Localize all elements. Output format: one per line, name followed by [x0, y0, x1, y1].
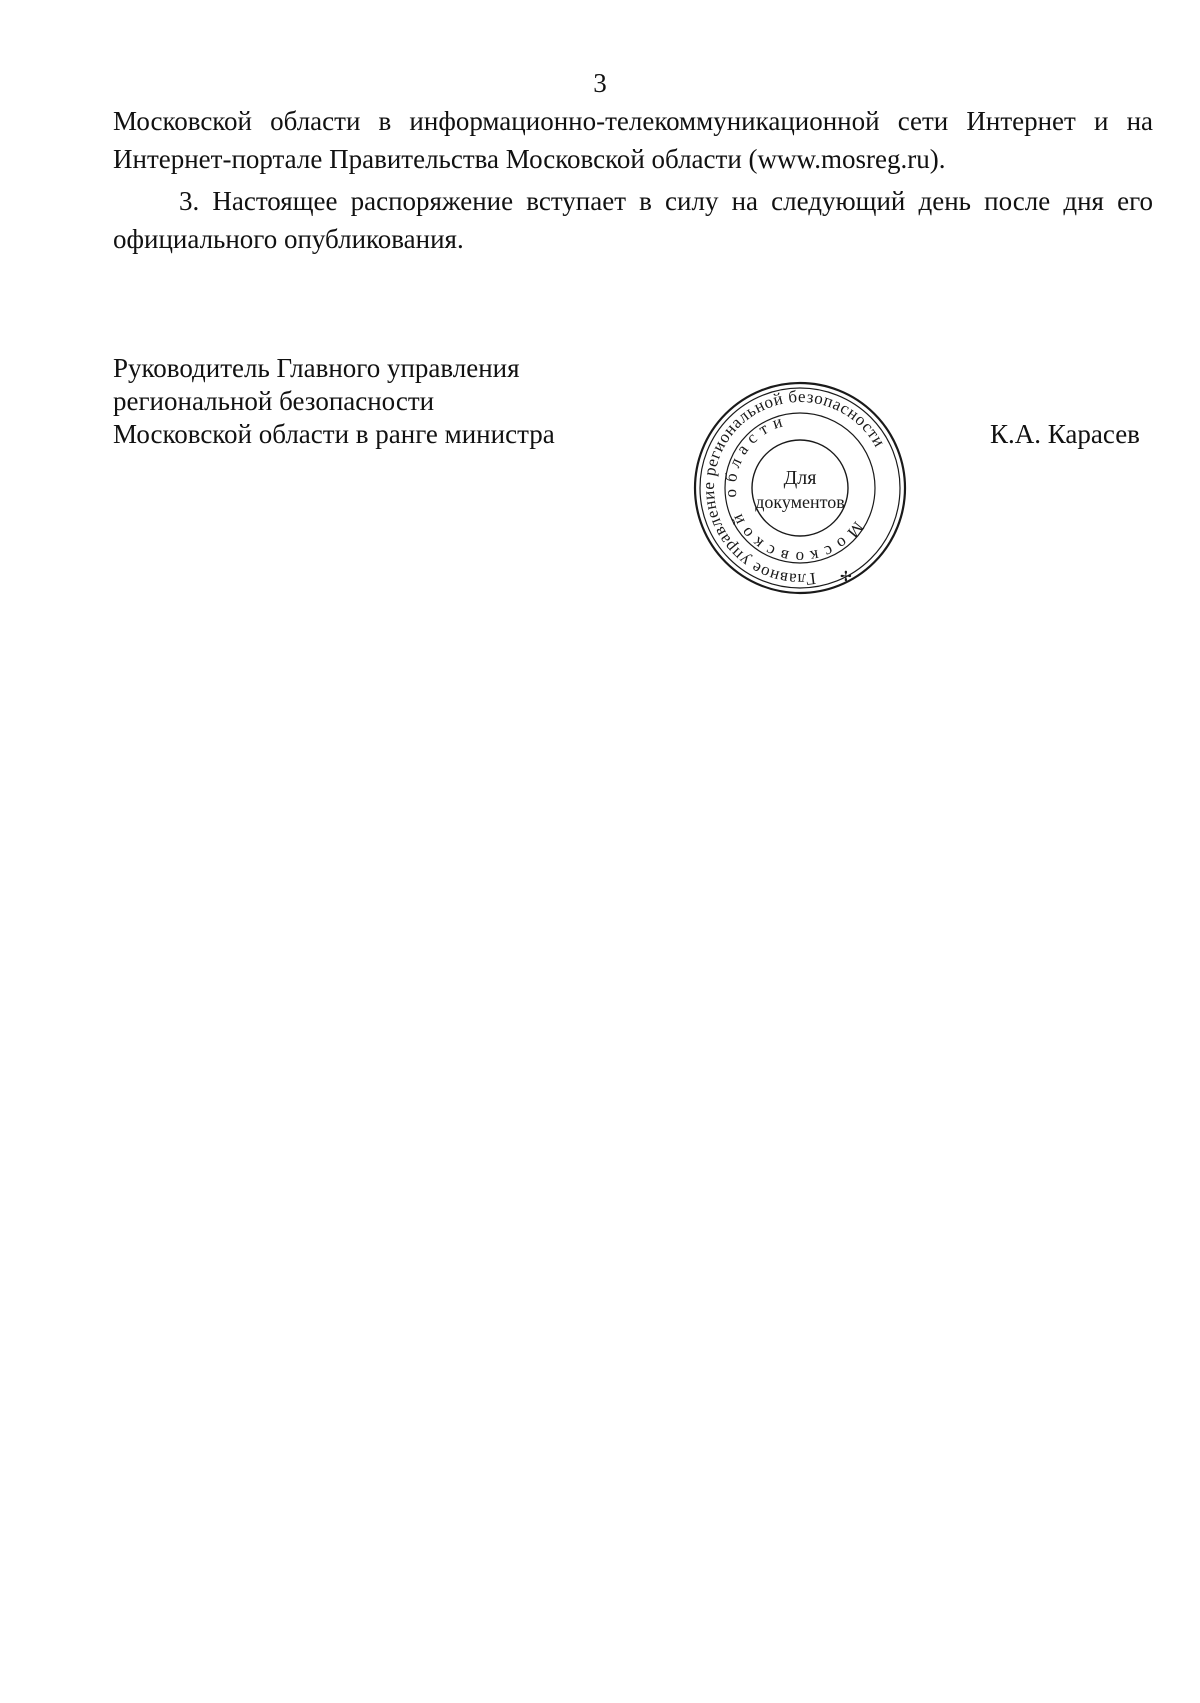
signatory-position-line: Московской области в ранге министра: [113, 419, 555, 449]
signatory-position: [113, 352, 653, 451]
seal-center-text-line-1: Для: [783, 467, 817, 489]
paragraph-3-effective-date: 3. Настоящее распоряжение вступает в силу на следующий день после дня его официального опубликования.: [113, 186, 1153, 254]
seal-outer-ring-text: Главное управление региональной безопасности: [698, 386, 890, 590]
seal-center-text-line-2: документов: [755, 492, 845, 512]
signatory-name: К.А. Карасев: [990, 419, 1140, 449]
seal-star-icon: ✢: [840, 569, 852, 585]
seal-inner-ring-text: Московской области: [720, 410, 868, 568]
official-seal-stamp: [690, 378, 910, 598]
seal-graphic: [690, 378, 910, 598]
signatory-position-line: Руководитель Главного управления: [113, 353, 520, 383]
page-number: 3: [593, 68, 607, 98]
signatory-position-line: региональной безопасности: [113, 386, 435, 416]
paragraph-continuation: Московской области в информационно-телекоммуникационной сети Интернет и на Интернет-портале Правительства Московской области (www.mosreg.ru).: [113, 106, 1153, 174]
